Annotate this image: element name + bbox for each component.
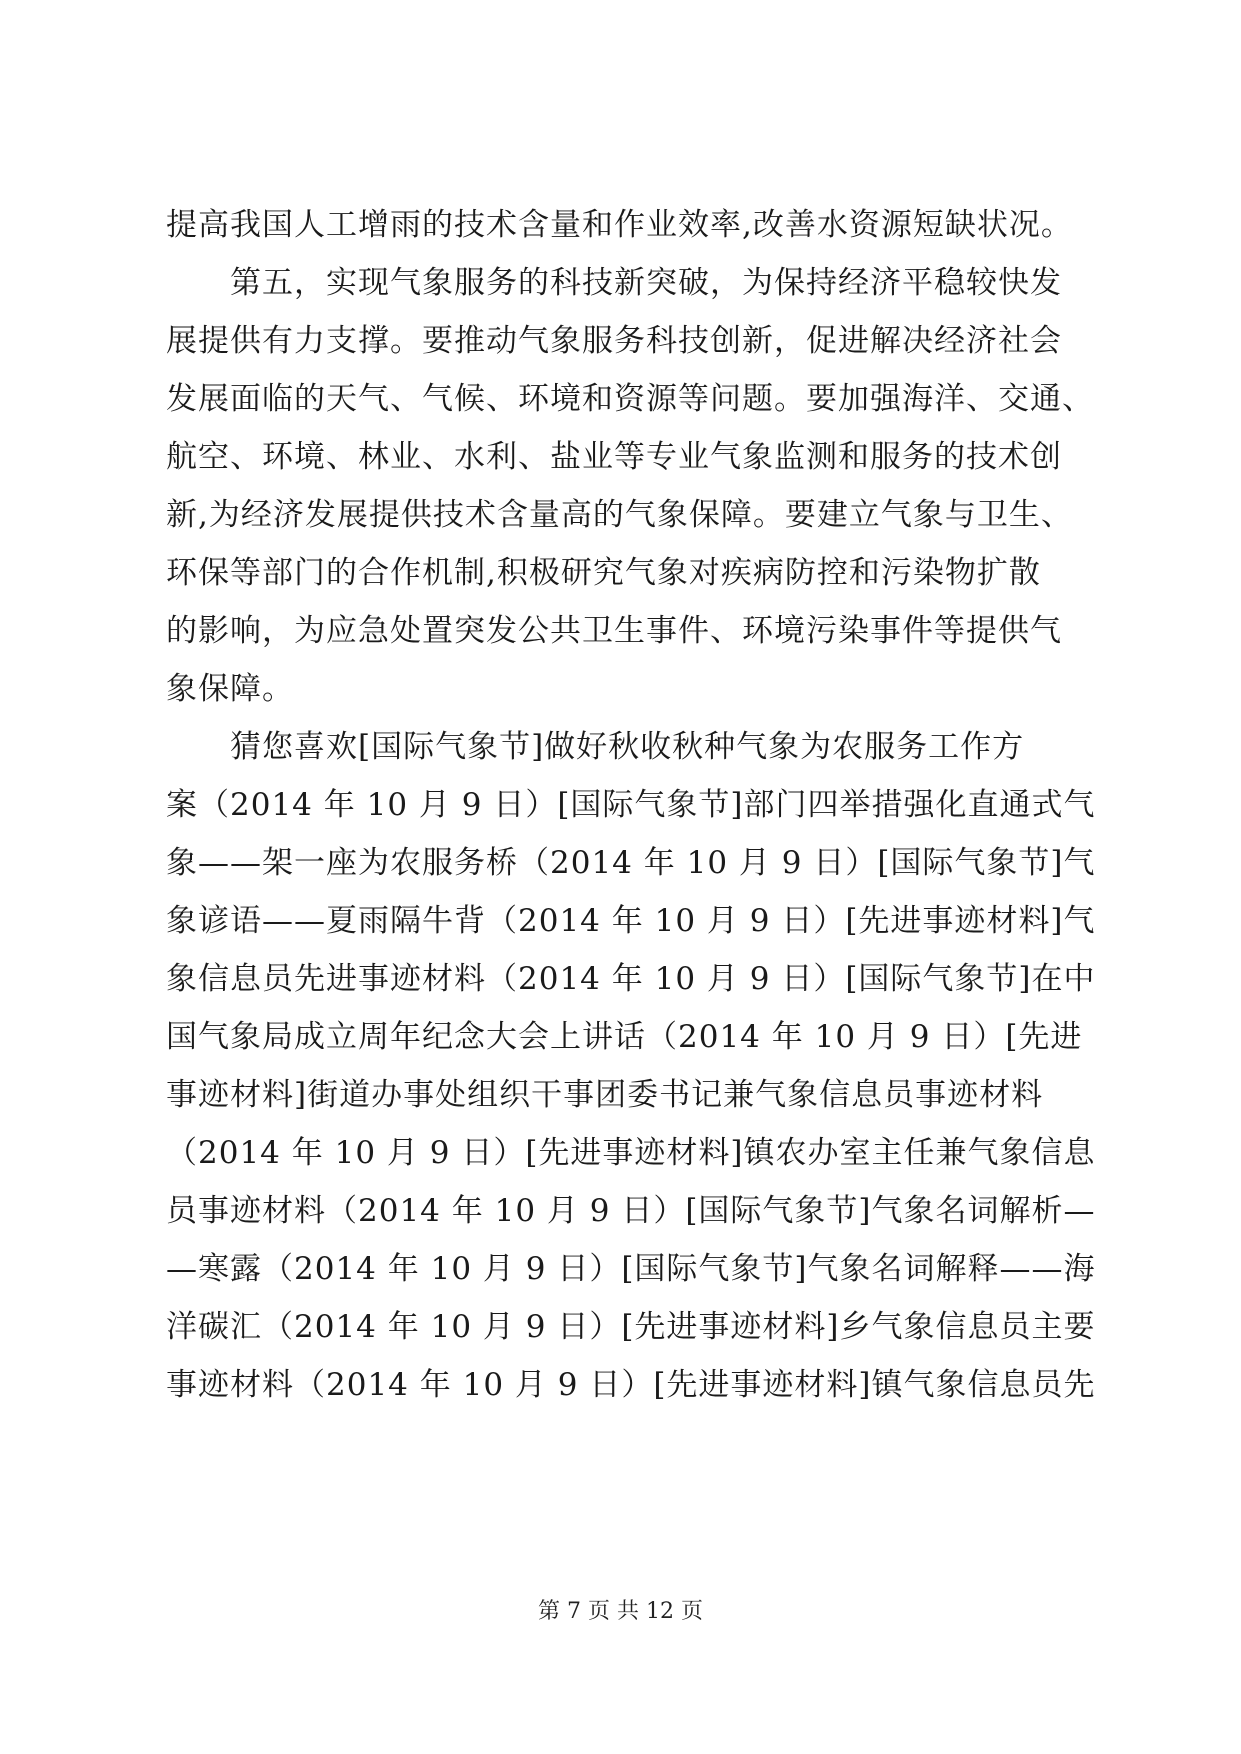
text-line: 第五，实现气象服务的科技新突破，为保持经济平稳较快发	[166, 265, 1062, 301]
page-footer: 第 7 页 共 12 页	[538, 1599, 703, 1624]
text-line: 象信息员先进事迹材料（2014 年 10 月 9 日）[国际气象节]在中	[166, 961, 1096, 997]
text-line: 环保等部门的合作机制,积极研究气象对疾病防控和污染物扩散	[166, 555, 1041, 591]
text-line: 案（2014 年 10 月 9 日）[国际气象节]部门四举措强化直通式气	[166, 787, 1096, 823]
text-line: 象保障。	[166, 671, 294, 707]
text-line: 员事迹材料（2014 年 10 月 9 日）[国际气象节]气象名词解析—	[166, 1193, 1096, 1229]
text-line: 象——架一座为农服务桥（2014 年 10 月 9 日）[国际气象节]气	[166, 845, 1096, 881]
text-line: 展提供有力支撑。要推动气象服务科技创新，促进解决经济社会	[166, 323, 1062, 359]
text-line: 象谚语——夏雨隔牛背（2014 年 10 月 9 日）[先进事迹材料]气	[166, 903, 1096, 939]
text-line: 提高我国人工增雨的技术含量和作业效率,改善水资源短缺状况。	[166, 207, 1073, 243]
text-line: （2014 年 10 月 9 日）[先进事迹材料]镇农办室主任兼气象信息	[166, 1135, 1096, 1171]
text-line: —寒露（2014 年 10 月 9 日）[国际气象节]气象名词解释——海	[166, 1251, 1096, 1287]
text-line: 航空、环境、林业、水利、盐业等专业气象监测和服务的技术创	[166, 439, 1062, 475]
text-line: 国气象局成立周年纪念大会上讲话（2014 年 10 月 9 日）[先进	[166, 1019, 1083, 1055]
text-line: 事迹材料（2014 年 10 月 9 日）[先进事迹材料]镇气象信息员先	[166, 1367, 1096, 1403]
text-line: 猜您喜欢[国际气象节]做好秋收秋种气象为农服务工作方	[166, 729, 1025, 765]
text-line: 新,为经济发展提供技术含量高的气象保障。要建立气象与卫生、	[166, 497, 1073, 533]
text-line: 的影响，为应急处置突发公共卫生事件、环境污染事件等提供气	[166, 613, 1062, 649]
text-line: 发展面临的天气、气候、环境和资源等问题。要加强海洋、交通、	[166, 381, 1094, 417]
text-line: 洋碳汇（2014 年 10 月 9 日）[先进事迹材料]乡气象信息员主要	[166, 1309, 1096, 1345]
text-line: 事迹材料]街道办事处组织干事团委书记兼气象信息员事迹材料	[166, 1077, 1044, 1113]
